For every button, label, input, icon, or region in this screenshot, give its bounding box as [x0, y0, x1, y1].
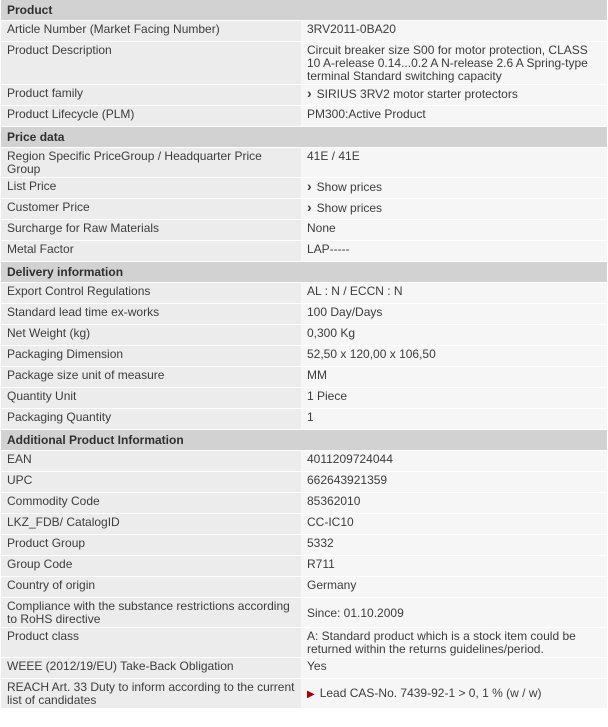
table-row	[1, 106, 607, 127]
section-header	[1, 430, 607, 451]
row-value: 100 Day/Days	[301, 304, 607, 325]
table-row	[1, 21, 607, 42]
section-header	[1, 262, 607, 283]
row-value-link-text: Show prices	[316, 180, 383, 194]
row-label: Product Description	[1, 42, 301, 85]
table-row	[1, 493, 607, 514]
row-value: 5332	[301, 535, 607, 556]
table-row	[1, 346, 607, 367]
row-label: Packaging Quantity	[1, 409, 301, 430]
table-row	[1, 283, 607, 304]
row-label: Compliance with the substance restrictions according to RoHS directive	[1, 598, 301, 628]
row-value: 1	[301, 409, 607, 430]
section-title: Additional Product Information	[1, 430, 607, 451]
row-label: Region Specific PriceGroup / Headquarter Price Group	[1, 148, 301, 178]
table-row	[1, 388, 607, 409]
product-data-table	[1, 0, 607, 709]
section-header	[1, 0, 607, 21]
row-value-link-text: Lead CAS-No. 7439-92-1 > 0, 1 % (w / w)	[319, 686, 542, 700]
table-row	[1, 472, 607, 493]
row-value: MM	[301, 367, 607, 388]
row-label: Product Group	[1, 535, 301, 556]
row-value: Yes	[301, 658, 607, 679]
chevron-right-icon: ›	[307, 178, 312, 194]
row-label: Article Number (Market Facing Number)	[1, 21, 301, 42]
table-row	[1, 178, 607, 199]
row-label: Surcharge for Raw Materials	[1, 220, 301, 241]
row-label: Product Lifecycle (PLM)	[1, 106, 301, 127]
row-value: Germany	[301, 577, 607, 598]
row-value: 662643921359	[301, 472, 607, 493]
table-row	[1, 658, 607, 679]
table-row	[1, 148, 607, 178]
section-title: Delivery information	[1, 262, 607, 283]
table-row	[1, 325, 607, 346]
section-title: Product	[1, 0, 607, 21]
table-row	[1, 628, 607, 658]
row-value: CC-IC10	[301, 514, 607, 535]
row-label: Quantity Unit	[1, 388, 301, 409]
table-row	[1, 577, 607, 598]
row-value: None	[301, 220, 607, 241]
row-value-link[interactable]	[307, 686, 541, 700]
row-value: 52,50 x 120,00 x 106,50	[301, 346, 607, 367]
table-row	[1, 241, 607, 262]
row-label: Packaging Dimension	[1, 346, 301, 367]
product-data-body	[1, 0, 607, 709]
row-value: AL : N / ECCN : N	[301, 283, 607, 304]
row-label: Group Code	[1, 556, 301, 577]
row-label: Standard lead time ex-works	[1, 304, 301, 325]
section-header	[1, 127, 607, 148]
row-value: PM300:Active Product	[301, 106, 607, 127]
row-label: Package size unit of measure	[1, 367, 301, 388]
row-label: Product class	[1, 628, 301, 658]
table-row	[1, 85, 607, 106]
row-value: 1 Piece	[301, 388, 607, 409]
row-value-link-text: SIRIUS 3RV2 motor starter protectors	[316, 87, 518, 101]
table-row	[1, 535, 607, 556]
row-value: 41E / 41E	[301, 148, 607, 178]
row-label: Commodity Code	[1, 493, 301, 514]
row-label: Net Weight (kg)	[1, 325, 301, 346]
row-value: 4011209724044	[301, 451, 607, 472]
row-label: Export Control Regulations	[1, 283, 301, 304]
row-value: A: Standard product which is a stock item could be returned within the returns guidelines/period.	[301, 628, 607, 658]
table-row	[1, 199, 607, 220]
row-label: Product family	[1, 85, 301, 106]
row-label: REACH Art. 33 Duty to inform according to the current list of candidates	[1, 679, 301, 709]
row-value: 85362010	[301, 493, 607, 514]
table-row	[1, 598, 607, 628]
row-label: WEEE (2012/19/EU) Take-Back Obligation	[1, 658, 301, 679]
row-value	[301, 199, 607, 220]
table-row	[1, 367, 607, 388]
table-row	[1, 679, 607, 709]
row-value-link-text: Show prices	[316, 201, 383, 215]
row-label: Country of origin	[1, 577, 301, 598]
row-label: EAN	[1, 451, 301, 472]
section-title: Price data	[1, 127, 607, 148]
table-row	[1, 409, 607, 430]
row-label: Metal Factor	[1, 241, 301, 262]
chevron-right-icon: ›	[307, 85, 312, 101]
row-value	[301, 178, 607, 199]
row-label: LKZ_FDB/ CatalogID	[1, 514, 301, 535]
row-value	[301, 679, 607, 709]
chevron-right-icon: ›	[307, 199, 312, 215]
row-value: LAP-----	[301, 241, 607, 262]
row-value-link[interactable]	[307, 87, 518, 101]
table-row	[1, 220, 607, 241]
table-row	[1, 556, 607, 577]
row-value: 3RV2011-0BA20	[301, 21, 607, 42]
table-row	[1, 42, 607, 85]
row-label: Customer Price	[1, 199, 301, 220]
row-value-link[interactable]	[307, 201, 382, 215]
row-value: 0,300 Kg	[301, 325, 607, 346]
row-label: UPC	[1, 472, 301, 493]
row-value: Since: 01.10.2009	[301, 598, 607, 628]
table-row	[1, 514, 607, 535]
table-row	[1, 451, 607, 472]
triangle-right-icon: ▶	[307, 689, 315, 700]
row-value: Circuit breaker size S00 for motor protection, CLASS 10 A-release 0.14...0.2 A N-release 2.6 A Spring-type terminal Standard switching capacity	[301, 42, 607, 85]
row-value: R711	[301, 556, 607, 577]
row-label: List Price	[1, 178, 301, 199]
table-row	[1, 304, 607, 325]
row-value	[301, 85, 607, 106]
row-value-link[interactable]	[307, 180, 382, 194]
